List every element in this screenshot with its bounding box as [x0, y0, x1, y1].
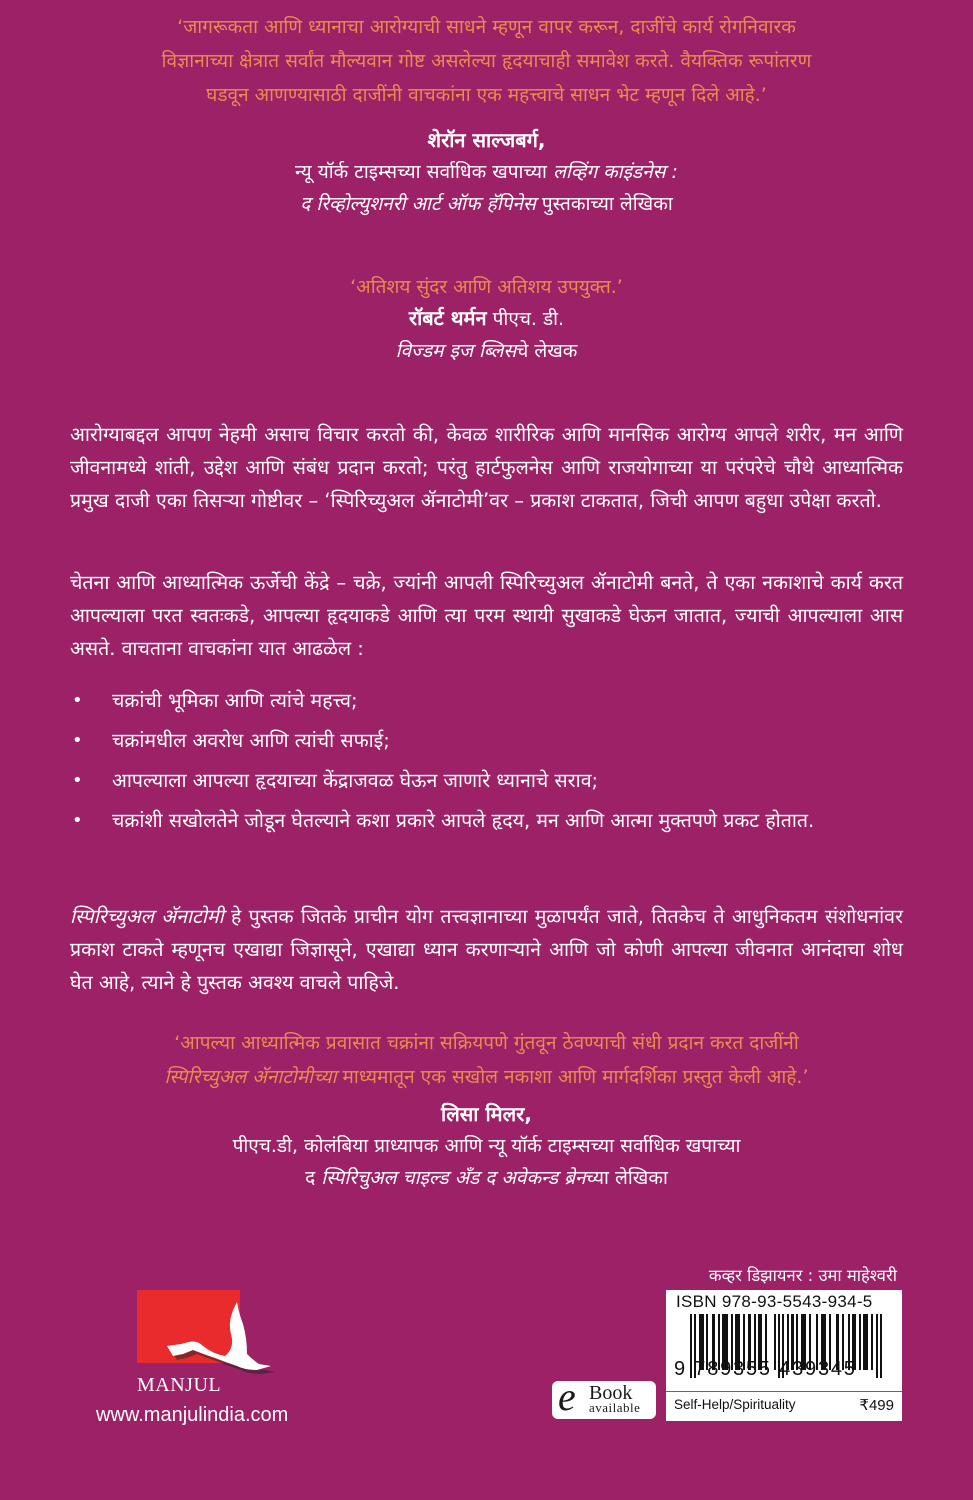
list-item: [70, 684, 903, 717]
ebook-available-label: available: [589, 1400, 641, 1415]
credit-text: न्यू यॉर्क टाइम्सच्या सर्वाधिक खपाच्या: [295, 161, 553, 183]
description-paragraph-2: चेतना आणि आध्यात्मिक ऊर्जेची केंद्रे – चक्रे, ज्यांनी आपली स्पिरिच्युअल ॲनाटोमी बनते, ते एका नकाशाचे कार्य करत आपल्याला परत स्वतःकडे, आपल्या हृदयाकडे आणि त्या परम स्थायी सुखाकडे घेऊन जातात, ज्याची आपल्याला आस असते. वाचताना वाचकांना यात आढळेल :: [70, 571, 903, 660]
quote-text: माध्यमातून एक सखोल नकाशा आणि मार्गदर्शिका प्रस्तुत केली आहे.’: [336, 1066, 809, 1088]
bullet-icon: •: [72, 770, 83, 791]
book-title: विज्डम इज ब्लिस: [395, 340, 517, 362]
cover-designer-credit: कव्हर डिझायनर : उमा माहेश्वरी: [708, 1266, 897, 1285]
author-credit-line: [40, 335, 933, 367]
quote-robert-thurman: [40, 270, 933, 304]
ebook-e-icon: e: [558, 1374, 576, 1419]
feature-list: [70, 684, 903, 844]
author-name: शेरॉन साल्जबर्ग,: [427, 128, 546, 152]
book-title: स्पिरिच्युअल ॲनाटोमीच्या: [164, 1066, 337, 1088]
quote-line: ‘आपल्या आध्यात्मिक प्रवासात चक्रांना सक्रियपणे गुंतवून ठेवण्याची संधी प्रदान करत दाजींनी: [174, 1032, 799, 1054]
book-category: Self-Help/Spirituality: [674, 1397, 796, 1412]
quote-line: ‘अतिशय सुंदर आणि अतिशय उपयुक्त.’: [350, 276, 623, 298]
book-title: द रिव्होल्युशनरी आर्ट ऑफ हॅपिनेस: [300, 193, 536, 215]
author-credit-line: [40, 1162, 933, 1194]
attribution-robert-thurman: [40, 302, 933, 367]
publisher-website[interactable]: www.manjulindia.com: [96, 1404, 289, 1426]
isbn-label: ISBN 978-93-5543-934-5: [676, 1292, 873, 1311]
quote-line: विज्ञानाच्या क्षेत्रात सर्वांत मौल्यवान गोष्ट असलेल्या हृदयाचाही समावेश करते. वैयक्तिक रूपांतरण: [161, 50, 812, 72]
list-item-text: चक्रांची भूमिका आणि त्यांचे महत्त्व;: [112, 689, 358, 712]
book-price: ₹499: [859, 1397, 894, 1414]
credit-text: पुस्तकाच्या लेखिका: [535, 193, 673, 215]
list-item-text: चक्रांशी सखोलतेने जोडून घेतल्याने कशा प्रकारे आपले हृदय, मन आणि आत्मा मुक्तपणे प्रकट होतात.: [112, 809, 815, 832]
flying-bird-icon: [147, 1298, 287, 1378]
list-item-text: चक्रांमधील अवरोध आणि त्यांची सफाई;: [112, 729, 390, 752]
list-item-text: आपल्याला आपल्या हृदयाच्या केंद्राजवळ घेऊन जाणारे ध्यानाचे सराव;: [112, 769, 599, 792]
isbn-barcode-box: [666, 1290, 902, 1421]
book-title: स्पिरिचुअल चाइल्ड अँड द अवेकन्ड ब्रेन: [321, 1167, 586, 1189]
ebook-book-label: Book: [589, 1382, 633, 1404]
author-credit-line: [40, 188, 933, 220]
credit-text: चे लेखक: [516, 340, 578, 362]
list-item: [70, 804, 903, 837]
credit-text: च्या लेखिका: [585, 1167, 668, 1189]
attribution-sharon-salzberg: [40, 124, 933, 220]
list-item: [70, 764, 903, 797]
description-paragraph-1: आरोग्याबद्दल आपण नेहमी असाच विचार करतो की, केवळ शारीरिक आणि मानसिक आरोग्य आपले शरीर, मन आणि जीवनामध्ये शांती, उद्देश आणि संबंध प्रदान करतो; परंतु हार्टफुलनेस आणि राजयोगाच्या या परंपरेचे चौथे आध्यात्मिक प्रमुख दाजी एका तिसऱ्या गोष्टीवर – ‘स्पिरिच्युअल ॲनाटोमी’वर – प्रकाश टाकतात, जिची आपण बहुधा उपेक्षा करतो.: [70, 423, 903, 512]
credit-text: द: [305, 1167, 322, 1189]
publisher-name: MANJUL: [137, 1374, 222, 1396]
bullet-icon: •: [72, 690, 83, 711]
paragraph-text: हे पुस्तक जितके प्राचीन योग तत्त्वज्ञानाच्या मुळापर्यंत जाते, तितकेच ते आधुनिकतम संशोधनांवर प्रकाश टाकते म्हणूनच एखाद्या जिज्ञासूने, एखाद्या ध्यान करणाऱ्याने आणि जो कोणी आपल्या जीवनात आनंदाचा शोध घेत आहे, त्याने हे पुस्तक अवश्य वाचले पाहिजे.: [70, 905, 904, 994]
list-item: [70, 724, 903, 757]
ebook-available-badge: [552, 1374, 656, 1419]
description-paragraph-3: [70, 900, 903, 999]
attribution-lisa-miller: [40, 1098, 933, 1194]
bullet-icon: •: [72, 810, 83, 831]
author-name: लिसा मिलर,: [441, 1102, 532, 1126]
author-credit-line: पीएच.डी, कोलंबिया प्राध्यापक आणि न्यू यॉर्क टाइम्सच्या सर्वाधिक खपाच्या: [232, 1135, 741, 1157]
bullet-icon: •: [72, 730, 83, 751]
quote-line: घडवून आणण्यासाठी दाजींनी वाचकांना एक महत्त्वाचे साधन भेट म्हणून दिले आहे.’: [206, 84, 767, 106]
divider: [666, 1391, 902, 1392]
quote-lisa-miller: [40, 1026, 933, 1094]
author-degree: पीएच. डी.: [486, 308, 565, 330]
author-name: रॉबर्ट थर्मन: [408, 306, 487, 330]
publisher-logo: [137, 1290, 277, 1380]
quote-line: [40, 1060, 933, 1094]
book-title: लव्हिंग काइंडनेस :: [552, 161, 678, 183]
author-line: [40, 302, 933, 335]
quote-sharon-salzberg: [40, 10, 933, 112]
quote-line: ‘जागरूकता आणि ध्यानाचा आरोग्याची साधने म्हणून वापर करून, दाजींचे कार्य रोगनिवारक: [177, 16, 796, 38]
book-title: स्पिरिच्युअल ॲनाटोमी: [70, 905, 224, 928]
author-credit-line: [40, 156, 933, 188]
barcode-digits: 9 789355 439345: [674, 1358, 857, 1380]
